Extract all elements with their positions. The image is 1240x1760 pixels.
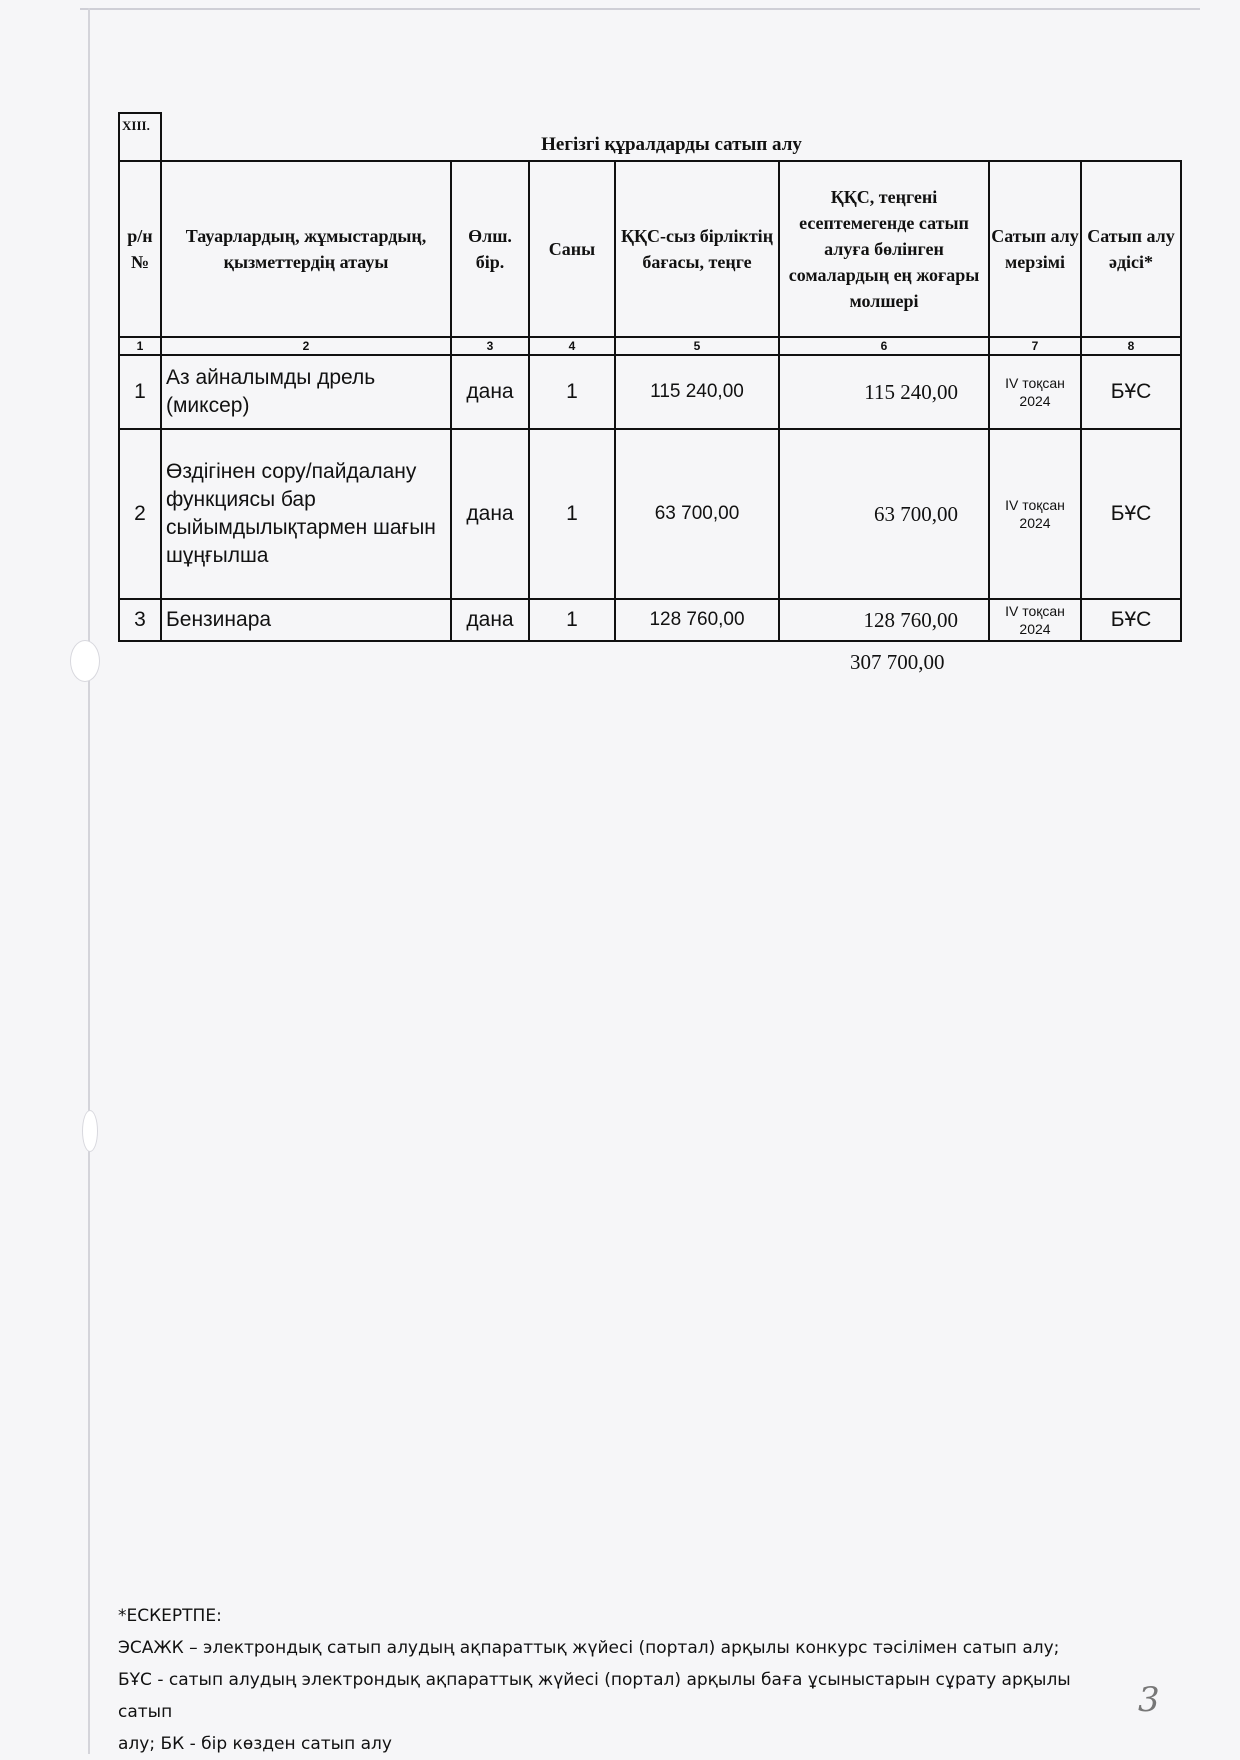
item-term <box>989 599 1081 641</box>
item-total: 115 240,00 <box>779 355 989 429</box>
term-quarter: IV тоқсан <box>1005 375 1065 391</box>
header-cell: Саны <box>529 161 615 337</box>
footnote-line: ЭСАЖК – электрондық сатып алудың ақпараттық жүйесі (портал) арқылы конкурс тәсілімен сатып алу; <box>118 1638 1060 1658</box>
column-number: 5 <box>615 337 779 355</box>
table-row <box>119 599 1181 641</box>
item-unit-price: 128 760,00 <box>615 599 779 641</box>
item-unit: дана <box>451 599 529 641</box>
header-cell: ҚҚС, теңгені есептемегенде сатып алуға бөлінген сомалардың ең жоғары молшері <box>779 161 989 337</box>
footnote <box>118 1600 1118 1760</box>
item-term <box>989 429 1081 599</box>
item-method: БҰС <box>1081 429 1181 599</box>
header-cell: Сатып алу әдісі* <box>1081 161 1181 337</box>
purchase-table <box>118 112 1182 642</box>
footnote-heading: *ЕСКЕРТПЕ: <box>118 1606 222 1626</box>
item-total: 128 760,00 <box>779 599 989 641</box>
item-unit: дана <box>451 429 529 599</box>
binder-hole <box>82 1110 98 1152</box>
grand-total: 307 700,00 <box>850 650 945 674</box>
term-year: 2024 <box>1019 393 1051 409</box>
row-number: 1 <box>119 355 161 429</box>
item-unit: дана <box>451 355 529 429</box>
item-unit-price: 115 240,00 <box>615 355 779 429</box>
column-number: 3 <box>451 337 529 355</box>
page-edge-top <box>80 8 1200 10</box>
page-number: 3 <box>1138 1680 1160 1720</box>
term-quarter: IV тоқсан <box>1005 497 1065 513</box>
item-quantity: 1 <box>529 429 615 599</box>
header-cell: Тауарлардың, жұмыстардың, қызметтердің атауы <box>161 161 451 337</box>
row-number: 3 <box>119 599 161 641</box>
column-number: 2 <box>161 337 451 355</box>
term-year: 2024 <box>1019 515 1051 531</box>
header-cell: р/н № <box>119 161 161 337</box>
footnote-line: алу; БК - бір көзден сатып алу <box>118 1734 392 1754</box>
item-name: Бензинара <box>161 599 451 641</box>
column-number: 4 <box>529 337 615 355</box>
item-method: БҰС <box>1081 355 1181 429</box>
column-number: 6 <box>779 337 989 355</box>
item-term <box>989 355 1081 429</box>
section-number: XIII. <box>119 113 161 161</box>
item-quantity: 1 <box>529 599 615 641</box>
column-number: 8 <box>1081 337 1181 355</box>
item-method: БҰС <box>1081 599 1181 641</box>
table-row <box>119 355 1181 429</box>
item-quantity: 1 <box>529 355 615 429</box>
row-number: 2 <box>119 429 161 599</box>
table-row <box>119 429 1181 599</box>
header-cell: Сатып алу мерзімі <box>989 161 1081 337</box>
page-edge-left <box>88 8 90 1754</box>
column-number-row <box>119 337 1181 355</box>
column-number: 7 <box>989 337 1081 355</box>
item-name: Өздігінен сору/пайдалану функциясы бар сыйымдылықтармен шағын шұңғылша <box>161 429 451 599</box>
binder-hole <box>70 640 100 682</box>
table-header-row <box>119 161 1181 337</box>
footnote-line: БҰС - сатып алудың электрондық ақпараттық жүйесі (портал) арқылы баға ұсыныстарын сұрату арқылы сатып <box>118 1670 1071 1722</box>
section-title: Негізгі құралдарды сатып алу <box>161 113 1181 161</box>
item-name: Аз айналымды дрель (миксер) <box>161 355 451 429</box>
term-quarter: IV тоқсан <box>1005 603 1065 619</box>
column-number: 1 <box>119 337 161 355</box>
item-unit-price: 63 700,00 <box>615 429 779 599</box>
item-total: 63 700,00 <box>779 429 989 599</box>
header-cell: ҚҚС-сыз бірліктің бағасы, теңге <box>615 161 779 337</box>
header-cell: Өлш. бір. <box>451 161 529 337</box>
term-year: 2024 <box>1019 621 1051 637</box>
